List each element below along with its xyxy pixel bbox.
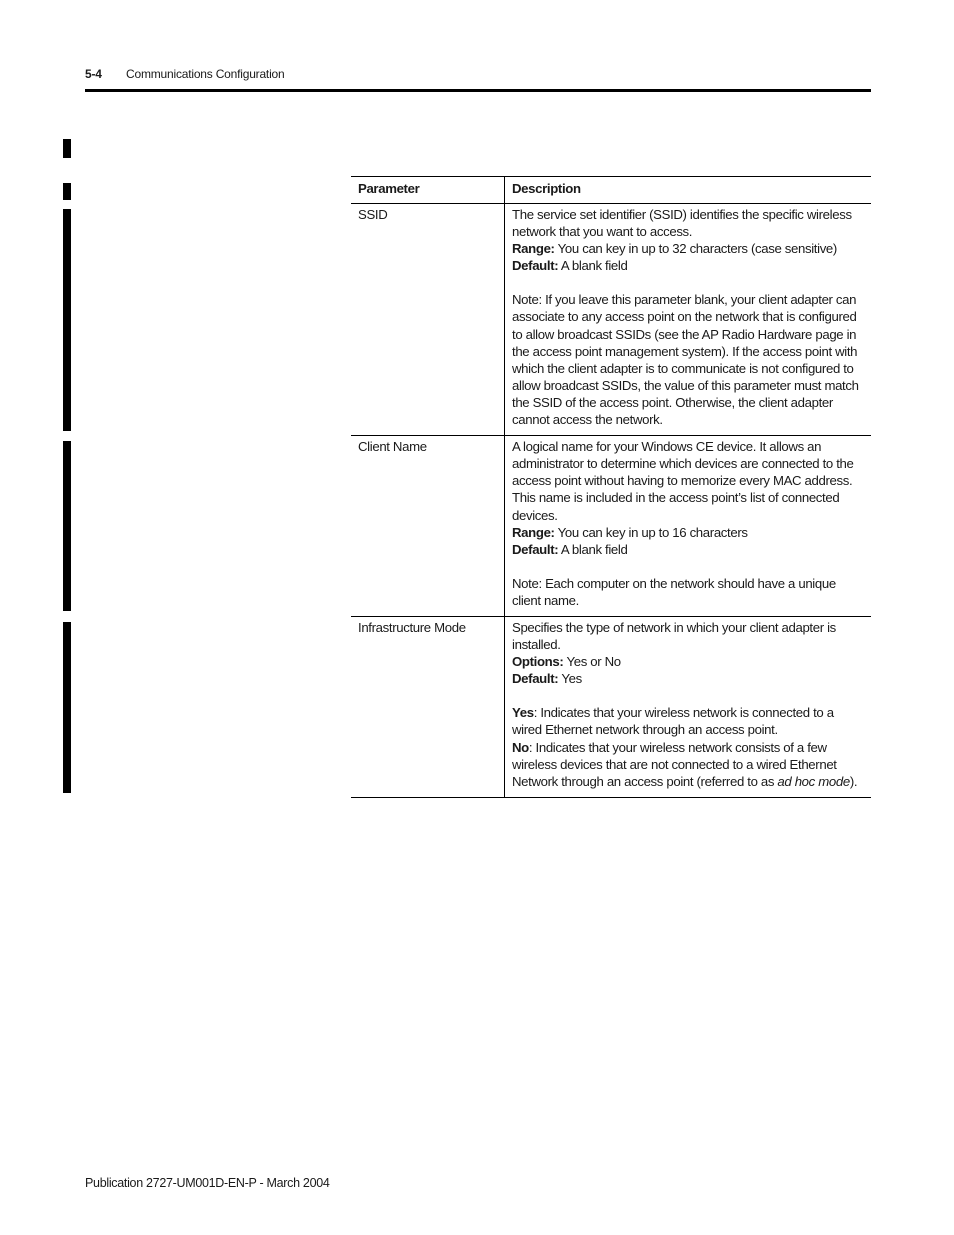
description-intro: A logical name for your Windows CE device. It allows an administrator to determine which devices are connected to the access point without having to memorize every MAC address. This name is included in the access point’s list of connected devices. [512,439,854,523]
range-label: Range: [512,241,555,257]
no-text-end: ). [849,773,858,789]
table-row [351,204,871,436]
header-rule [85,89,871,92]
default-value: A blank field [558,541,628,557]
range-value: You can key in up to 32 characters (case sensitive) [554,241,837,257]
description-note: Note: If you leave this parameter blank, your client adapter can associate to any access point on the network that is configured to allow broadcast SSIDs (see the AP Radio Hardware page in the access point management system). If the access point with which the client adapter is to communicate is not configured to allow broadcast SSIDs, the value of this parameter must match the SSID of the access point. Otherwise, the client adapter cannot access the network. [512,292,859,428]
column-header-description: Description [505,177,872,204]
change-bar [63,441,71,611]
options-value: Yes or No [563,654,621,670]
default-label: Default: [512,671,559,687]
default-label: Default: [512,541,559,557]
options-label: Options: [512,654,564,670]
default-value: A blank field [558,258,628,274]
table-row [351,436,871,617]
chapter-title: Communications Configuration [126,67,285,81]
description-note: Note: Each computer on the network should have a unique client name. [512,575,836,608]
parameter-cell: Client Name [351,436,505,617]
description-cell [505,204,872,436]
range-label: Range: [512,524,555,540]
parameter-cell: Infrastructure Mode [351,616,505,797]
description-intro: Specifies the type of network in which your client adapter is installed. [512,619,836,653]
running-header [85,64,871,86]
no-label: No [512,739,529,755]
table-row [351,616,871,797]
column-header-parameter: Parameter [351,177,505,204]
parameter-cell: SSID [351,204,505,436]
change-bar [63,139,71,158]
ad-hoc-mode-term: ad hoc mode [777,773,850,789]
change-bar [63,183,71,200]
change-bar [63,209,71,431]
page-number: 5-4 [85,67,102,81]
default-label: Default: [512,258,559,274]
parameter-table [351,176,871,798]
change-bar [63,622,71,793]
table-header-row [351,177,871,204]
yes-label: Yes [512,705,534,721]
yes-text: : Indicates that your wireless network is connected to a wired Ethernet network through an access point. [512,705,834,738]
description-cell [505,436,872,617]
publication-footer: Publication 2727-UM001D-EN-P - March 2004 [85,1176,330,1190]
default-value: Yes [558,671,582,687]
description-cell [505,616,872,797]
range-value: You can key in up to 16 characters [554,524,748,540]
no-text: : Indicates that your wireless network consists of a few wireless devices that are not connected to a wired Ethernet Network through an access point (referred to as [512,739,837,789]
description-intro: The service set identifier (SSID) identifies the specific wireless network that you want to access. [512,207,852,240]
